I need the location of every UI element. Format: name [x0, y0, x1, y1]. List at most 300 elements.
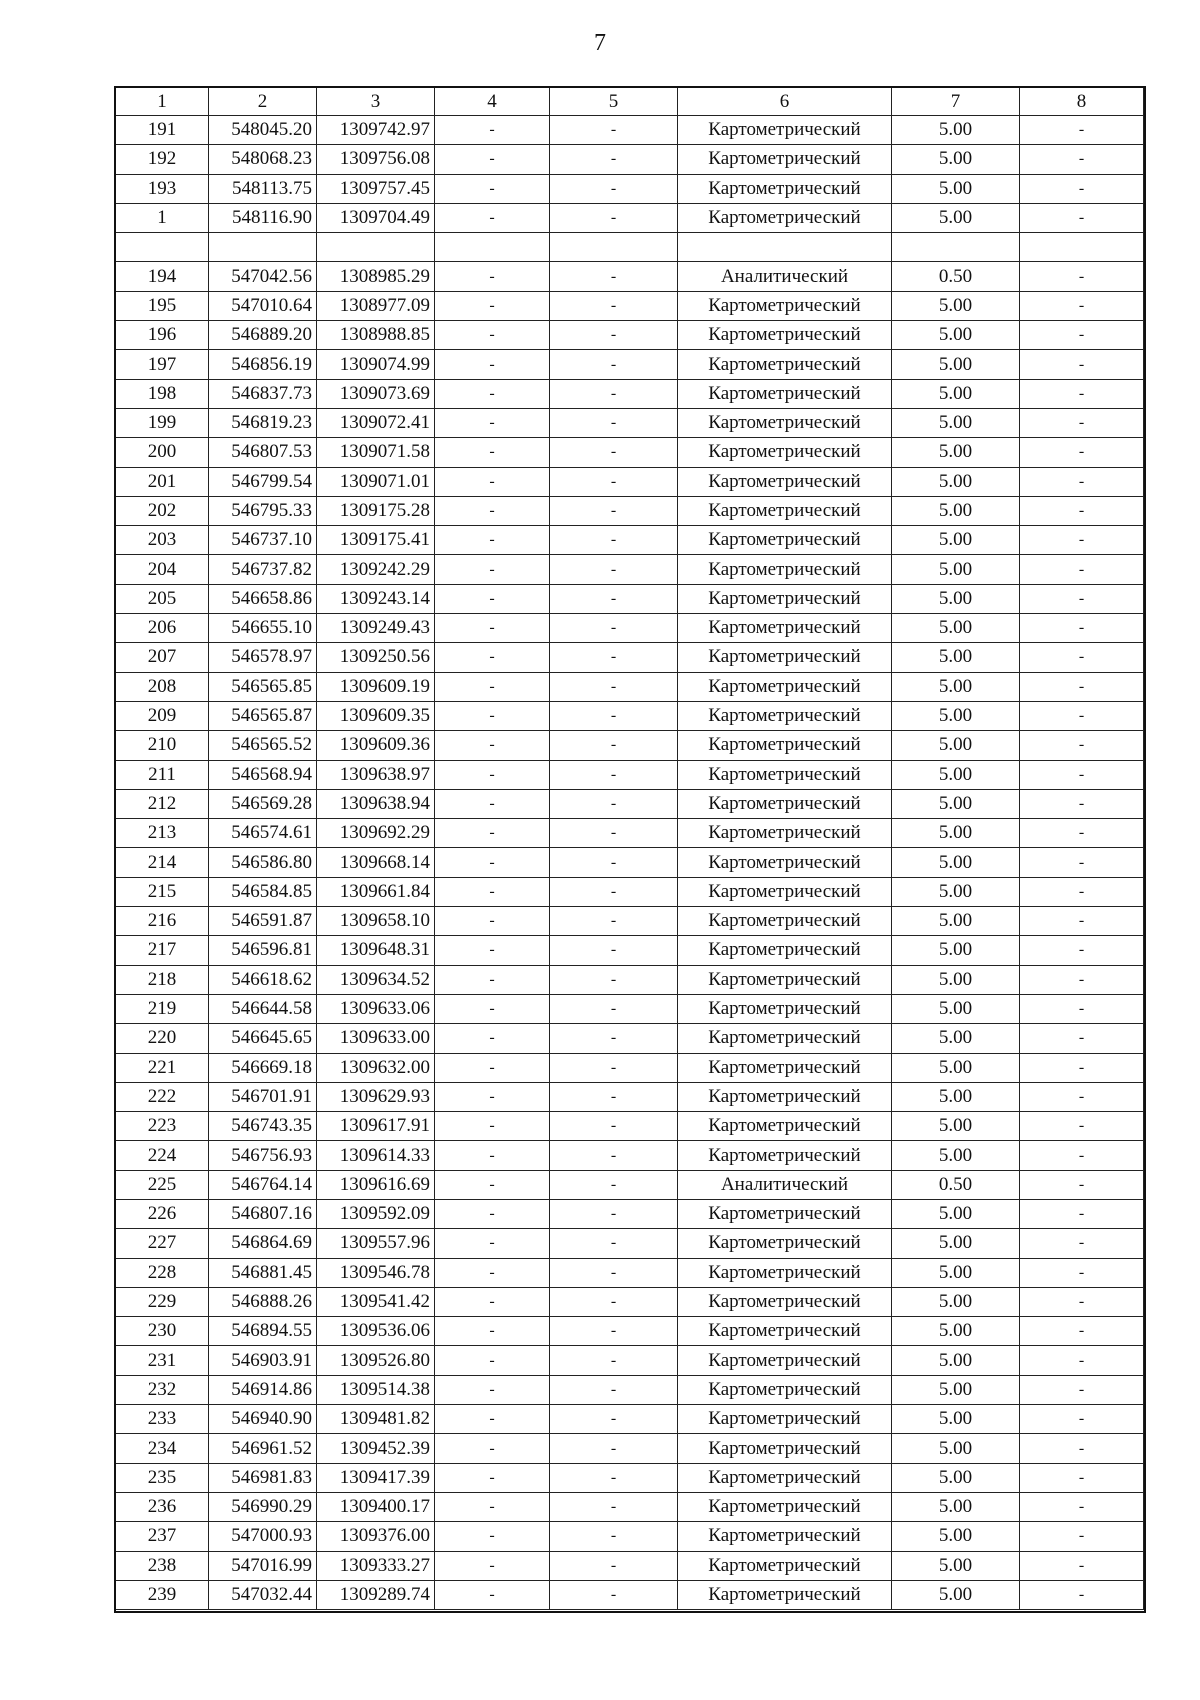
y-coordinate-cell: 1309609.36	[317, 731, 435, 760]
x-coordinate-cell: 546658.86	[209, 584, 317, 613]
y-coordinate-cell	[317, 233, 435, 262]
column-8-cell: -	[1020, 643, 1144, 672]
column-8-cell: -	[1020, 789, 1144, 818]
point-number-cell: 228	[116, 1258, 209, 1287]
x-coordinate-cell: 546618.62	[209, 965, 317, 994]
y-coordinate-cell: 1309242.29	[317, 555, 435, 584]
column-8-cell: -	[1020, 1053, 1144, 1082]
column-8-cell: -	[1020, 438, 1144, 467]
column-4-cell: -	[435, 526, 550, 555]
precision-cell: 5.00	[892, 438, 1020, 467]
column-5-cell: -	[550, 760, 678, 789]
column-4-cell: -	[435, 877, 550, 906]
precision-cell: 5.00	[892, 203, 1020, 232]
column-4-cell: -	[435, 1229, 550, 1258]
method-cell: Картометрический	[678, 936, 892, 965]
precision-cell: 5.00	[892, 1024, 1020, 1053]
table-row	[116, 321, 1144, 350]
x-coordinate-cell: 546743.35	[209, 1112, 317, 1141]
column-4-cell: -	[435, 262, 550, 291]
y-coordinate-cell: 1309376.00	[317, 1522, 435, 1551]
point-number-cell: 237	[116, 1522, 209, 1551]
y-coordinate-cell: 1309609.35	[317, 701, 435, 730]
y-coordinate-cell: 1309243.14	[317, 584, 435, 613]
x-coordinate-cell: 546596.81	[209, 936, 317, 965]
header-cell: 8	[1020, 88, 1144, 116]
method-cell: Картометрический	[678, 1229, 892, 1258]
column-5-cell: -	[550, 1492, 678, 1521]
column-4-cell: -	[435, 291, 550, 320]
column-8-cell: -	[1020, 965, 1144, 994]
point-number-cell: 215	[116, 877, 209, 906]
column-8-cell: -	[1020, 760, 1144, 789]
column-5-cell: -	[550, 1199, 678, 1228]
x-coordinate-cell: 548068.23	[209, 145, 317, 174]
x-coordinate-cell: 546574.61	[209, 819, 317, 848]
x-coordinate-cell: 546591.87	[209, 907, 317, 936]
point-number-cell: 204	[116, 555, 209, 584]
x-coordinate-cell: 546888.26	[209, 1287, 317, 1316]
table-row	[116, 907, 1144, 936]
x-coordinate-cell: 546819.23	[209, 408, 317, 437]
method-cell: Картометрический	[678, 496, 892, 525]
method-cell: Картометрический	[678, 145, 892, 174]
point-number-cell: 238	[116, 1551, 209, 1580]
column-5-cell: -	[550, 1522, 678, 1551]
column-4-cell: -	[435, 1317, 550, 1346]
column-8-cell: -	[1020, 1199, 1144, 1228]
column-8-cell: -	[1020, 907, 1144, 936]
method-cell: Картометрический	[678, 1346, 892, 1375]
table-row	[116, 936, 1144, 965]
table-row	[116, 408, 1144, 437]
table-row	[116, 1346, 1144, 1375]
table-row	[116, 614, 1144, 643]
precision-cell: 5.00	[892, 1141, 1020, 1170]
table-row	[116, 877, 1144, 906]
method-cell: Картометрический	[678, 965, 892, 994]
x-coordinate-cell: 546565.52	[209, 731, 317, 760]
table-row	[116, 496, 1144, 525]
y-coordinate-cell: 1309514.38	[317, 1375, 435, 1404]
header-cell: 2	[209, 88, 317, 116]
column-4-cell: -	[435, 116, 550, 145]
table-row	[116, 233, 1144, 262]
column-4-cell: -	[435, 438, 550, 467]
precision-cell: 5.00	[892, 1229, 1020, 1258]
header-cell: 6	[678, 88, 892, 116]
column-4-cell: -	[435, 379, 550, 408]
precision-cell: 5.00	[892, 731, 1020, 760]
method-cell: Картометрический	[678, 1405, 892, 1434]
precision-cell: 5.00	[892, 907, 1020, 936]
column-5-cell: -	[550, 1405, 678, 1434]
point-number-cell: 195	[116, 291, 209, 320]
precision-cell: 5.00	[892, 1434, 1020, 1463]
y-coordinate-cell: 1309541.42	[317, 1287, 435, 1316]
table-row	[116, 1375, 1144, 1404]
y-coordinate-cell: 1309704.49	[317, 203, 435, 232]
method-cell: Картометрический	[678, 877, 892, 906]
header-cell: 3	[317, 88, 435, 116]
x-coordinate-cell: 546568.94	[209, 760, 317, 789]
point-number-cell: 205	[116, 584, 209, 613]
y-coordinate-cell: 1309658.10	[317, 907, 435, 936]
precision-cell: 5.00	[892, 174, 1020, 203]
y-coordinate-cell: 1309481.82	[317, 1405, 435, 1434]
column-8-cell: -	[1020, 1551, 1144, 1580]
column-4-cell: -	[435, 350, 550, 379]
column-5-cell: -	[550, 467, 678, 496]
column-5-cell: -	[550, 1580, 678, 1609]
precision-cell: 5.00	[892, 1053, 1020, 1082]
method-cell: Аналитический	[678, 1170, 892, 1199]
table-row	[116, 1551, 1144, 1580]
x-coordinate-cell: 548113.75	[209, 174, 317, 203]
precision-cell: 5.00	[892, 350, 1020, 379]
column-8-cell: -	[1020, 174, 1144, 203]
method-cell: Картометрический	[678, 614, 892, 643]
precision-cell: 5.00	[892, 994, 1020, 1023]
point-number-cell: 206	[116, 614, 209, 643]
point-number-cell: 212	[116, 789, 209, 818]
table-row	[116, 1317, 1144, 1346]
column-4-cell: -	[435, 321, 550, 350]
column-8-cell: -	[1020, 1346, 1144, 1375]
table-row	[116, 1258, 1144, 1287]
column-5-cell: -	[550, 116, 678, 145]
method-cell: Картометрический	[678, 643, 892, 672]
column-8-cell: -	[1020, 1463, 1144, 1492]
x-coordinate-cell: 547000.93	[209, 1522, 317, 1551]
point-number-cell: 218	[116, 965, 209, 994]
table-row	[116, 116, 1144, 145]
precision-cell: 5.00	[892, 819, 1020, 848]
column-5-cell: -	[550, 907, 678, 936]
point-number-cell: 227	[116, 1229, 209, 1258]
x-coordinate-cell: 546799.54	[209, 467, 317, 496]
point-number-cell: 217	[116, 936, 209, 965]
column-4-cell: -	[435, 1434, 550, 1463]
page-number: 7	[594, 30, 606, 56]
method-cell: Картометрический	[678, 994, 892, 1023]
column-4-cell: -	[435, 760, 550, 789]
x-coordinate-cell: 546837.73	[209, 379, 317, 408]
x-coordinate-cell: 546990.29	[209, 1492, 317, 1521]
column-5-cell: -	[550, 877, 678, 906]
table-row	[116, 203, 1144, 232]
column-4-cell	[435, 233, 550, 262]
column-4-cell: -	[435, 408, 550, 437]
table-row	[116, 672, 1144, 701]
y-coordinate-cell: 1309616.69	[317, 1170, 435, 1199]
column-8-cell: -	[1020, 203, 1144, 232]
precision-cell: 5.00	[892, 408, 1020, 437]
point-number-cell: 193	[116, 174, 209, 203]
column-4-cell: -	[435, 731, 550, 760]
coordinates-table	[115, 87, 1144, 1610]
precision-cell: 5.00	[892, 1317, 1020, 1346]
point-number-cell: 197	[116, 350, 209, 379]
column-5-cell: -	[550, 526, 678, 555]
precision-cell: 5.00	[892, 1405, 1020, 1434]
column-8-cell: -	[1020, 936, 1144, 965]
column-8-cell: -	[1020, 1492, 1144, 1521]
y-coordinate-cell: 1309638.97	[317, 760, 435, 789]
point-number-cell: 201	[116, 467, 209, 496]
column-4-cell: -	[435, 467, 550, 496]
column-5-cell: -	[550, 614, 678, 643]
column-8-cell: -	[1020, 1580, 1144, 1609]
x-coordinate-cell: 546807.53	[209, 438, 317, 467]
column-8-cell: -	[1020, 145, 1144, 174]
column-5-cell	[550, 233, 678, 262]
table-row	[116, 438, 1144, 467]
column-8-cell: -	[1020, 408, 1144, 437]
column-4-cell: -	[435, 907, 550, 936]
precision-cell: 5.00	[892, 701, 1020, 730]
y-coordinate-cell: 1309074.99	[317, 350, 435, 379]
point-number-cell: 214	[116, 848, 209, 877]
method-cell: Картометрический	[678, 1580, 892, 1609]
column-5-cell: -	[550, 203, 678, 232]
column-5-cell: -	[550, 438, 678, 467]
method-cell: Картометрический	[678, 174, 892, 203]
column-5-cell: -	[550, 1141, 678, 1170]
x-coordinate-cell: 547032.44	[209, 1580, 317, 1609]
precision-cell: 5.00	[892, 291, 1020, 320]
table-row	[116, 819, 1144, 848]
y-coordinate-cell: 1309536.06	[317, 1317, 435, 1346]
column-5-cell: -	[550, 262, 678, 291]
column-4-cell: -	[435, 1463, 550, 1492]
table-row	[116, 379, 1144, 408]
precision-cell: 5.00	[892, 1492, 1020, 1521]
method-cell: Картометрический	[678, 116, 892, 145]
column-4-cell: -	[435, 1024, 550, 1053]
header-cell: 5	[550, 88, 678, 116]
column-8-cell: -	[1020, 731, 1144, 760]
point-number-cell: 226	[116, 1199, 209, 1228]
method-cell: Картометрический	[678, 350, 892, 379]
table-row	[116, 1112, 1144, 1141]
point-number-cell: 216	[116, 907, 209, 936]
table-row	[116, 1229, 1144, 1258]
column-5-cell: -	[550, 701, 678, 730]
column-4-cell: -	[435, 145, 550, 174]
x-coordinate-cell: 546578.97	[209, 643, 317, 672]
table-row	[116, 1405, 1144, 1434]
y-coordinate-cell: 1309333.27	[317, 1551, 435, 1580]
point-number-cell: 200	[116, 438, 209, 467]
method-cell: Картометрический	[678, 1492, 892, 1521]
column-4-cell: -	[435, 643, 550, 672]
table-row	[116, 555, 1144, 584]
x-coordinate-cell: 546914.86	[209, 1375, 317, 1404]
x-coordinate-cell: 546737.82	[209, 555, 317, 584]
column-5-cell: -	[550, 145, 678, 174]
precision-cell: 5.00	[892, 1258, 1020, 1287]
column-5-cell: -	[550, 848, 678, 877]
point-number-cell: 219	[116, 994, 209, 1023]
table-row	[116, 1053, 1144, 1082]
point-number-cell: 211	[116, 760, 209, 789]
column-5-cell: -	[550, 1434, 678, 1463]
column-4-cell: -	[435, 1492, 550, 1521]
column-8-cell: -	[1020, 672, 1144, 701]
column-4-cell: -	[435, 1551, 550, 1580]
column-5-cell: -	[550, 1112, 678, 1141]
table-row	[116, 760, 1144, 789]
column-5-cell: -	[550, 1317, 678, 1346]
y-coordinate-cell: 1309633.00	[317, 1024, 435, 1053]
y-coordinate-cell: 1309648.31	[317, 936, 435, 965]
precision-cell: 5.00	[892, 1551, 1020, 1580]
y-coordinate-cell: 1309249.43	[317, 614, 435, 643]
column-8-cell: -	[1020, 994, 1144, 1023]
method-cell: Картометрический	[678, 467, 892, 496]
x-coordinate-cell: 546889.20	[209, 321, 317, 350]
table-row	[116, 1492, 1144, 1521]
table-row	[116, 1082, 1144, 1111]
point-number-cell: 221	[116, 1053, 209, 1082]
column-5-cell: -	[550, 1024, 678, 1053]
precision-cell: 5.00	[892, 789, 1020, 818]
method-cell: Картометрический	[678, 408, 892, 437]
precision-cell: 5.00	[892, 145, 1020, 174]
point-number-cell: 191	[116, 116, 209, 145]
point-number-cell: 192	[116, 145, 209, 174]
column-8-cell: -	[1020, 262, 1144, 291]
x-coordinate-cell: 546584.85	[209, 877, 317, 906]
table-row	[116, 1522, 1144, 1551]
table-row	[116, 1463, 1144, 1492]
x-coordinate-cell	[209, 233, 317, 262]
point-number-cell: 229	[116, 1287, 209, 1316]
y-coordinate-cell: 1309632.00	[317, 1053, 435, 1082]
x-coordinate-cell: 546737.10	[209, 526, 317, 555]
table-row	[116, 174, 1144, 203]
method-cell: Картометрический	[678, 1082, 892, 1111]
column-5-cell: -	[550, 408, 678, 437]
point-number-cell: 225	[116, 1170, 209, 1199]
precision-cell: 5.00	[892, 1375, 1020, 1404]
method-cell: Картометрический	[678, 1258, 892, 1287]
x-coordinate-cell: 548045.20	[209, 116, 317, 145]
method-cell: Картометрический	[678, 1053, 892, 1082]
table-row	[116, 1170, 1144, 1199]
precision-cell: 0.50	[892, 1170, 1020, 1199]
point-number-cell: 239	[116, 1580, 209, 1609]
y-coordinate-cell: 1309629.93	[317, 1082, 435, 1111]
table-body	[116, 88, 1144, 1610]
method-cell: Картометрический	[678, 526, 892, 555]
method-cell: Картометрический	[678, 1434, 892, 1463]
column-4-cell: -	[435, 965, 550, 994]
column-4-cell: -	[435, 614, 550, 643]
point-number-cell: 232	[116, 1375, 209, 1404]
point-number-cell: 198	[116, 379, 209, 408]
x-coordinate-cell: 547010.64	[209, 291, 317, 320]
column-8-cell: -	[1020, 1317, 1144, 1346]
column-5-cell: -	[550, 174, 678, 203]
method-cell: Картометрический	[678, 1522, 892, 1551]
method-cell: Аналитический	[678, 262, 892, 291]
table-row	[116, 965, 1144, 994]
x-coordinate-cell: 546903.91	[209, 1346, 317, 1375]
precision-cell: 5.00	[892, 877, 1020, 906]
method-cell: Картометрический	[678, 1375, 892, 1404]
column-8-cell: -	[1020, 701, 1144, 730]
point-number-cell: 223	[116, 1112, 209, 1141]
point-number-cell: 230	[116, 1317, 209, 1346]
column-5-cell: -	[550, 965, 678, 994]
x-coordinate-cell: 546894.55	[209, 1317, 317, 1346]
precision-cell: 5.00	[892, 643, 1020, 672]
table-row	[116, 994, 1144, 1023]
y-coordinate-cell: 1309557.96	[317, 1229, 435, 1258]
method-cell: Картометрический	[678, 1551, 892, 1580]
column-8-cell: -	[1020, 1405, 1144, 1434]
precision-cell: 5.00	[892, 1112, 1020, 1141]
column-8-cell: -	[1020, 614, 1144, 643]
method-cell: Картометрический	[678, 701, 892, 730]
method-cell: Картометрический	[678, 731, 892, 760]
column-4-cell: -	[435, 701, 550, 730]
precision-cell: 5.00	[892, 467, 1020, 496]
precision-cell: 5.00	[892, 584, 1020, 613]
column-5-cell: -	[550, 496, 678, 525]
method-cell: Картометрический	[678, 1463, 892, 1492]
precision-cell: 5.00	[892, 848, 1020, 877]
method-cell: Картометрический	[678, 555, 892, 584]
column-8-cell: -	[1020, 1170, 1144, 1199]
column-4-cell: -	[435, 936, 550, 965]
column-4-cell: -	[435, 496, 550, 525]
column-8-cell: -	[1020, 1112, 1144, 1141]
precision-cell: 5.00	[892, 1463, 1020, 1492]
column-4-cell: -	[435, 1375, 550, 1404]
precision-cell: 5.00	[892, 1580, 1020, 1609]
method-cell: Картометрический	[678, 584, 892, 613]
column-8-cell: -	[1020, 350, 1144, 379]
y-coordinate-cell: 1309072.41	[317, 408, 435, 437]
column-5-cell: -	[550, 789, 678, 818]
y-coordinate-cell: 1309071.58	[317, 438, 435, 467]
table-row	[116, 789, 1144, 818]
x-coordinate-cell: 546644.58	[209, 994, 317, 1023]
point-number-cell: 203	[116, 526, 209, 555]
column-4-cell: -	[435, 584, 550, 613]
column-5-cell: -	[550, 1463, 678, 1492]
column-4-cell: -	[435, 994, 550, 1023]
method-cell: Картометрический	[678, 1317, 892, 1346]
table-header-row	[116, 88, 1144, 116]
precision-cell: 5.00	[892, 760, 1020, 789]
column-8-cell: -	[1020, 1375, 1144, 1404]
point-number-cell: 224	[116, 1141, 209, 1170]
column-4-cell: -	[435, 1346, 550, 1375]
column-5-cell: -	[550, 731, 678, 760]
x-coordinate-cell: 546586.80	[209, 848, 317, 877]
precision-cell: 5.00	[892, 965, 1020, 994]
point-number-cell: 234	[116, 1434, 209, 1463]
column-5-cell: -	[550, 555, 678, 584]
table-row	[116, 1141, 1144, 1170]
table-row	[116, 291, 1144, 320]
x-coordinate-cell: 546981.83	[209, 1463, 317, 1492]
header-cell: 4	[435, 88, 550, 116]
